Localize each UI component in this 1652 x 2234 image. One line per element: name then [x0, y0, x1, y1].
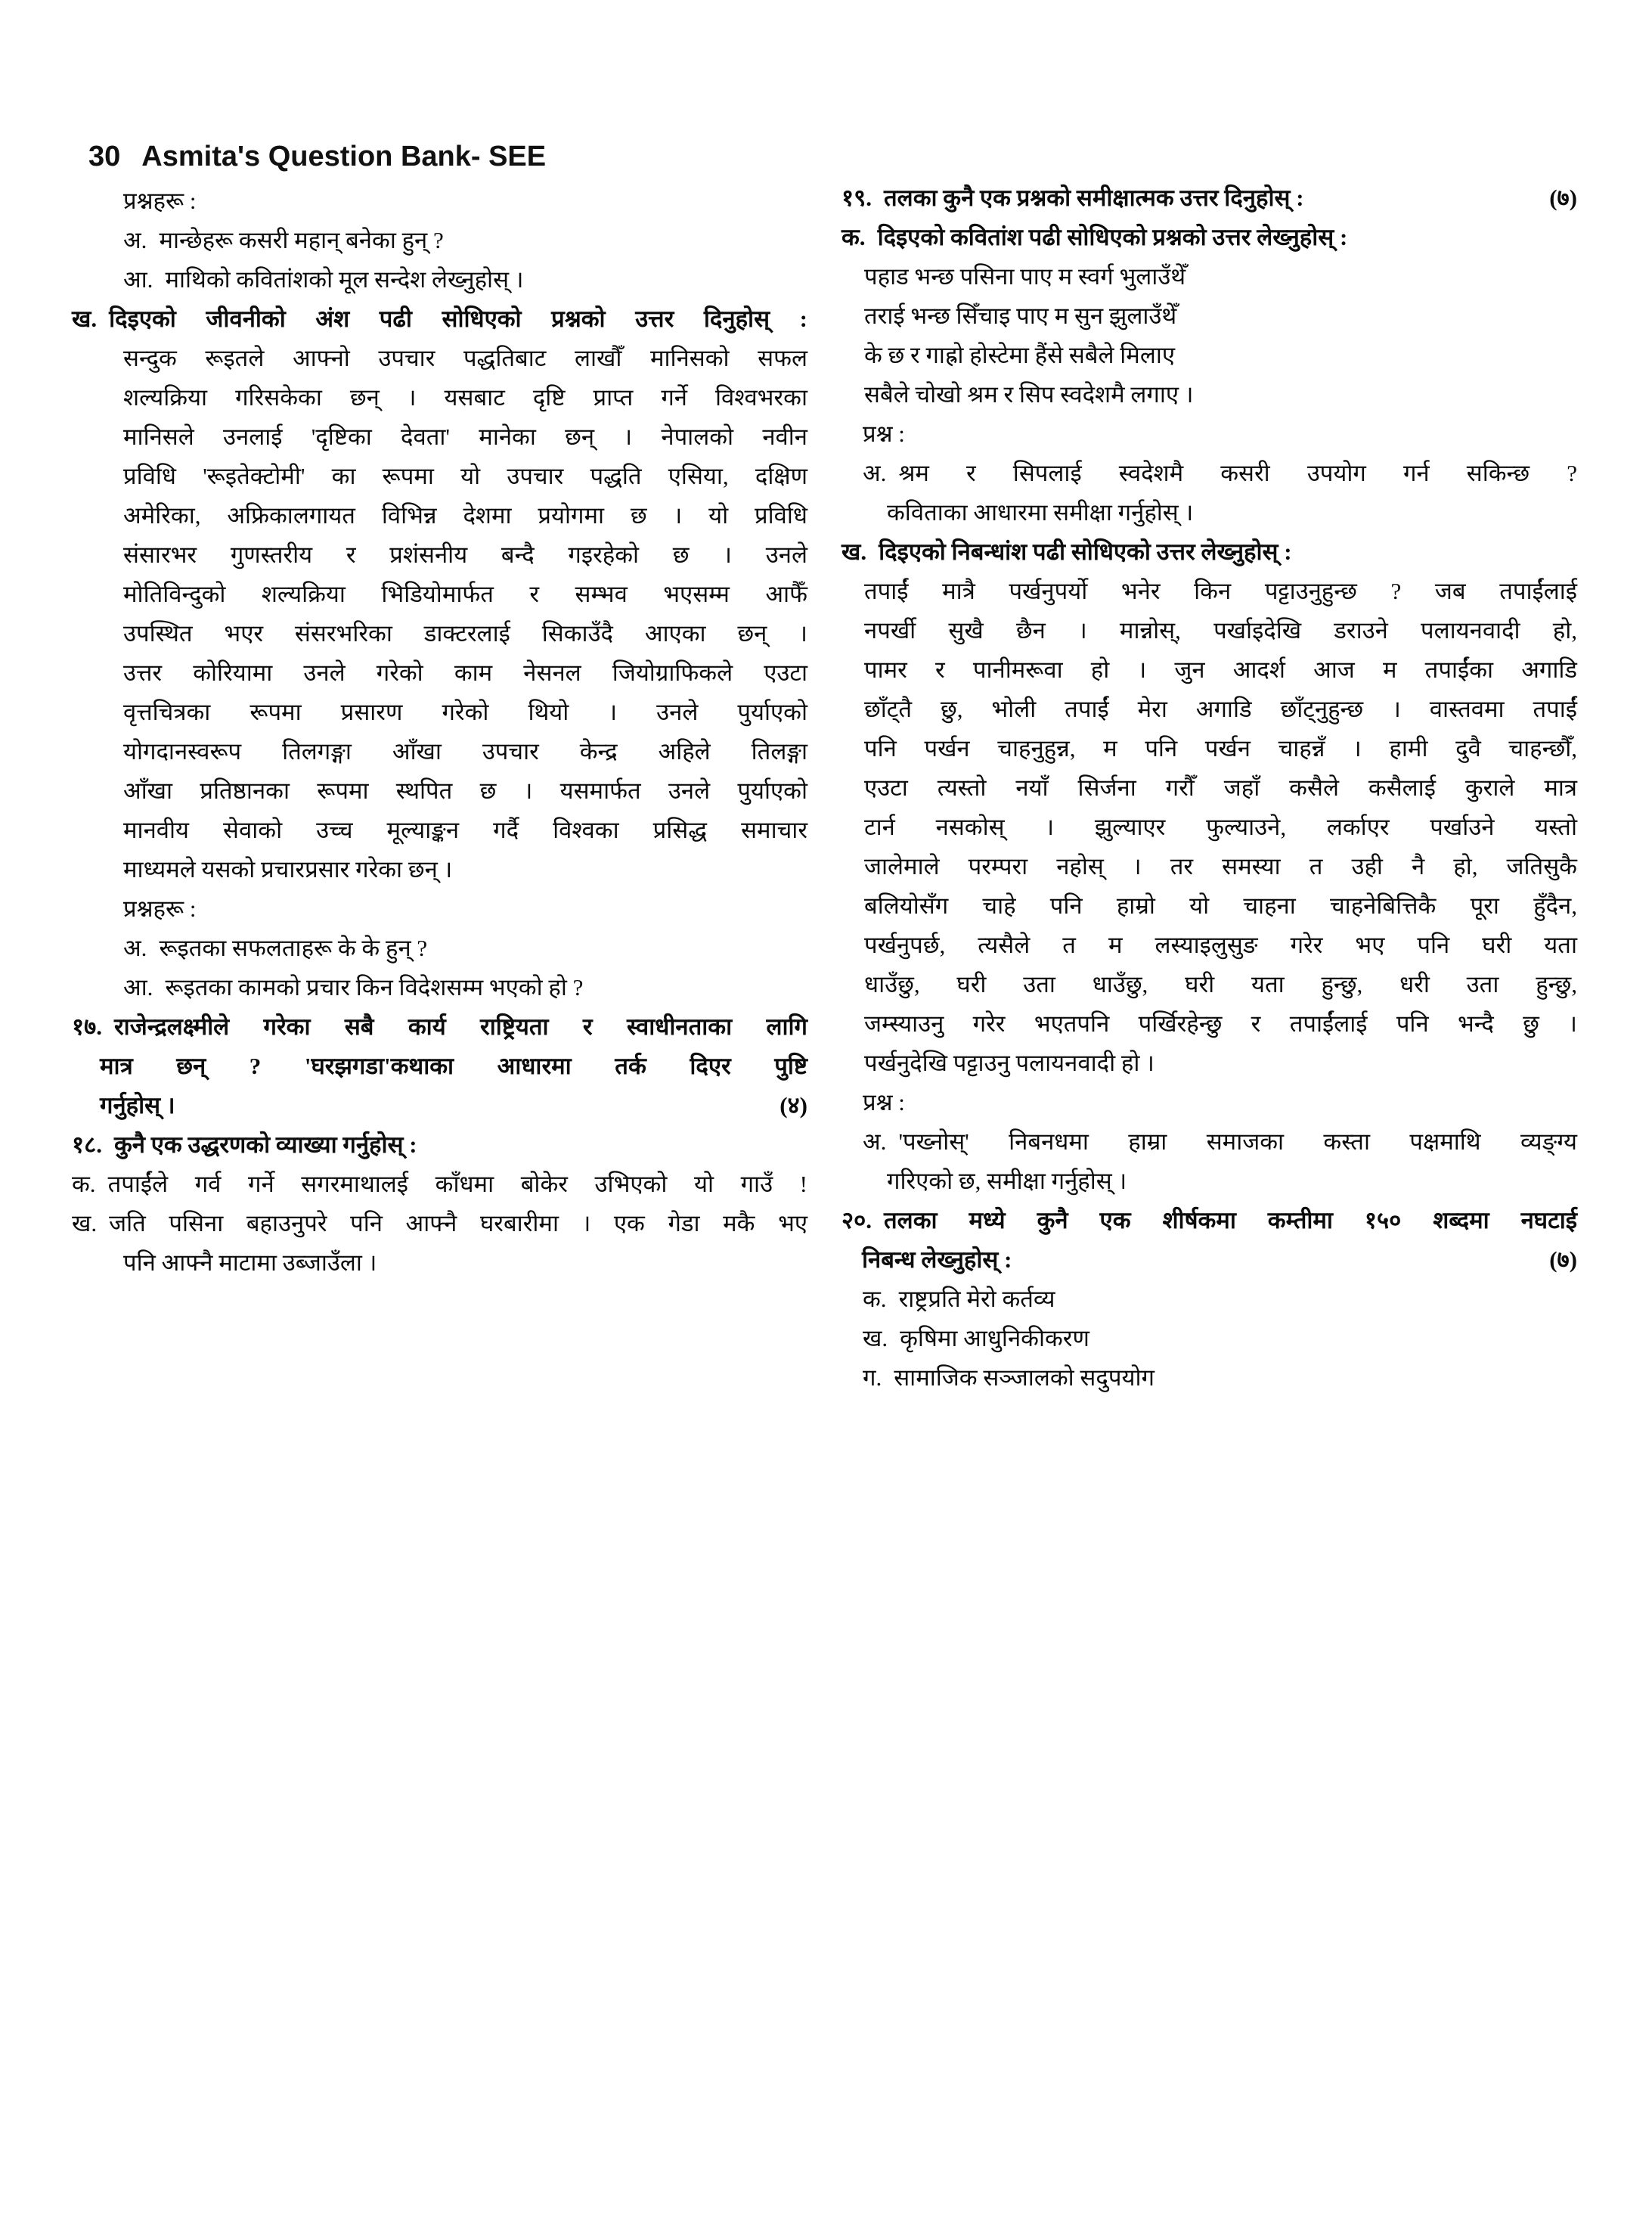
line-text: कविताका आधारमा समीक्षा गर्नुहोस् ।	[887, 499, 1194, 526]
line-text: तपाईं मात्रै पर्खनुपर्यो भनेर किन पट्टाउनुहुन्छ ? जब तपाईंलाई	[864, 578, 1577, 604]
text-line	[72, 1047, 807, 1086]
text-line	[72, 260, 807, 299]
item-label: क.	[841, 224, 866, 250]
line-text: के छ र गाह्रो होस्टेमा हैंसे सबैले मिलाए	[864, 342, 1176, 368]
line-text: सामाजिक सञ्जालको सदुपयोग	[894, 1364, 1155, 1391]
item-label: आ.	[123, 266, 153, 293]
line-text: योगदानस्वरूप तिलगङ्गा आँखा उपचार केन्द्र अहिले तिलङ्गा	[123, 738, 807, 765]
text-line	[841, 1083, 1577, 1122]
line-text: रूइतका सफलताहरू के के हुन् ?	[159, 935, 428, 961]
item-label: १८.	[72, 1131, 102, 1158]
line-text: मान्छेहरू कसरी महान् बनेका हुन् ?	[159, 227, 444, 253]
line-text: छाँट्तै छु, भोली तपाईं मेरा अगाडि छाँट्नुहुन्छ । वास्तवमा तपाईं	[864, 696, 1577, 722]
text-line	[72, 457, 807, 496]
text-line	[72, 339, 807, 378]
text-line	[72, 732, 807, 771]
text-line	[72, 771, 807, 811]
item-label: ग.	[863, 1364, 882, 1391]
text-line	[72, 1165, 807, 1204]
line-text: मोतिविन्दुको शल्यक्रिया भिडियोमार्फत र सम्भव भएसम्म आफैँ	[123, 581, 807, 607]
item-label: क.	[72, 1171, 96, 1197]
text-line	[841, 572, 1577, 611]
text-line	[72, 496, 807, 535]
line-text: उत्तर कोरियामा उनले गरेको काम नेसनल जियोग्राफिकले एउटा	[123, 659, 807, 686]
line-text: उपस्थित भएर संसरभरिका डाक्टरलाई सिकाउँदै आएका छन् ।	[123, 620, 807, 647]
text-line	[841, 690, 1577, 729]
text-line	[72, 811, 807, 850]
line-text: तपाईंले गर्व गर्ने सगरमाथालई काँधमा बोकेर उभिएको यो गाउँ !	[107, 1171, 807, 1197]
text-line	[841, 218, 1577, 257]
text-line	[72, 417, 807, 457]
text-line	[72, 929, 807, 968]
left-column	[72, 182, 807, 1283]
line-text: तलका कुनै एक प्रश्नको समीक्षात्मक उत्तर दिनुहोस् :	[884, 185, 1304, 211]
item-label: अ.	[123, 935, 147, 961]
line-text: टार्न नसकोस् । झुल्याएर फुल्याउने, लर्काएर पर्खाउने यस्तो	[864, 814, 1577, 840]
text-line	[841, 886, 1577, 926]
marks-allocation: (७)	[1549, 1246, 1577, 1273]
page-header	[88, 141, 546, 173]
item-label: ख.	[72, 306, 98, 332]
text-line	[72, 1243, 807, 1283]
item-label: १७.	[72, 1013, 102, 1040]
line-text: एउटा त्यस्तो नयाँ सिर्जना गरौँ जहाँ कसैले कसैलाई कुराले मात्र	[864, 774, 1578, 801]
text-line	[841, 1044, 1577, 1083]
text-line	[841, 296, 1577, 336]
item-label: अ.	[863, 460, 887, 486]
line-text: 'पख्नोस्' निबनधमा हाम्रा समाजका कस्ता पक्षमाथि व्यङ्ग्य	[898, 1128, 1577, 1155]
text-line	[72, 968, 807, 1007]
text-line	[72, 1007, 807, 1047]
text-line	[841, 257, 1577, 296]
line-text: पनि आफ्नै माटामा उब्जाउँला ।	[123, 1249, 377, 1276]
line-text: निबन्ध लेख्नुहोस् :	[862, 1246, 1012, 1273]
text-line	[72, 693, 807, 732]
text-line	[72, 1204, 807, 1243]
text-line	[72, 1086, 807, 1125]
item-label: क.	[863, 1286, 887, 1312]
line-text: तलका मध्ये कुनै एक शीर्षकमा कम्तीमा १५० शब्दमा नघटाई	[884, 1207, 1577, 1233]
line-text: माथिको कवितांशको मूल सन्देश लेख्नुहोस् ।	[165, 266, 524, 293]
line-text: मानिसले उनलाई 'दृष्टिका देवता' मानेका छन् । नेपालको नवीन	[123, 424, 807, 450]
line-text: कुनै एक उद्धरणको व्याख्या गर्नुहोस् :	[114, 1131, 417, 1158]
line-text: सबैले चोखो श्रम र सिप स्वदेशमै लगाए ।	[864, 381, 1194, 408]
item-label: आ.	[123, 974, 153, 1001]
line-text: श्रम र सिपलाई स्वदेशमै कसरी उपयोग गर्न सकिन्छ ?	[898, 460, 1577, 486]
line-text: सन्दुक रूइतले आफ्नो उपचार पद्धतिबाट लाखौँ मानिसको सफल	[123, 345, 807, 371]
text-line	[72, 221, 807, 260]
text-line	[841, 847, 1577, 886]
book-title: Asmita's Question Bank- SEE	[141, 141, 547, 172]
line-text: वृत्तचित्रका रूपमा प्रसारण गरेको थियो । उनले पुर्याएको	[123, 699, 807, 725]
item-label: ख.	[72, 1210, 98, 1236]
text-line	[841, 926, 1577, 965]
item-label: अ.	[123, 227, 147, 253]
text-line	[841, 1280, 1577, 1319]
line-text: पर्खनुदेखि पट्टाउनु पलायनवादी हो ।	[864, 1050, 1155, 1076]
line-text: रूइतका कामको प्रचार किन विदेशसम्म भएको हो ?	[165, 974, 584, 1001]
line-text: धाउँछु, घरी उता धाउँछु, घरी यता हुन्छु, धरी उता हुन्छु,	[864, 971, 1577, 998]
text-line	[841, 532, 1577, 572]
marks-allocation: (४)	[780, 1092, 807, 1119]
line-text: मानवीय सेवाको उच्च मूल्याङ्कन गर्दै विश्वका प्रसिद्ध समाचार	[123, 817, 807, 843]
text-line	[841, 611, 1577, 650]
text-line	[72, 182, 807, 221]
line-text: प्रश्न :	[863, 1089, 905, 1115]
line-text: मात्र छन् ? 'घरझगडा'कथाका आधारमा तर्क दिएर पुष्टि	[100, 1053, 807, 1079]
item-label: अ.	[863, 1128, 887, 1155]
text-line	[841, 729, 1577, 768]
line-text: राष्ट्रप्रति मेरो कर्तव्य	[898, 1286, 1055, 1312]
text-line	[72, 889, 807, 929]
line-text: पामर र पानीमरूवा हो । जुन आदर्श आज म तपाईंका अगाडि	[864, 656, 1577, 683]
line-text: आँखा प्रतिष्ठानका रूपमा स्थपित छ । यसमार्फत उनले पुर्याएको	[123, 777, 807, 804]
text-line	[72, 299, 807, 339]
line-text: राजेन्द्रलक्ष्मीले गरेका सबै कार्य राष्ट्रियता र स्वाधीनताका लागि	[114, 1013, 807, 1040]
line-text: प्रश्नहरू :	[123, 895, 197, 922]
text-line	[841, 768, 1577, 808]
text-line	[841, 1240, 1577, 1280]
text-line	[841, 1358, 1577, 1398]
line-text: गरिएको छ, समीक्षा गर्नुहोस् ।	[887, 1168, 1127, 1194]
line-text: बलियोसँग चाहे पनि हाम्रो यो चाहना चाहनेबित्तिकै पूरा हुँदैन,	[864, 892, 1577, 919]
text-line	[841, 178, 1577, 218]
text-line	[841, 1319, 1577, 1358]
line-text: तराई भन्छ सिँचाइ पाए म सुन झुलाउँथेँ	[864, 303, 1177, 329]
line-text: पर्खनुपर्छ, त्यसैले त म लस्याइलुसुङ गरेर भए पनि घरी यता	[864, 932, 1577, 958]
item-label: ख.	[841, 538, 867, 565]
line-text: प्रविधि 'रूइतेक्टोमी' का रूपमा यो उपचार पद्धति एसिया, दक्षिण	[123, 463, 807, 489]
text-line	[841, 336, 1577, 375]
text-line	[72, 575, 807, 614]
line-text: संसारभर गुणस्तरीय र प्रशंसनीय बन्दै गइरहेको छ । उनले	[123, 541, 807, 568]
line-text: दिइएको कवितांश पढी सोधिएको प्रश्नको उत्तर लेख्नुहोस् :	[877, 224, 1348, 250]
item-label: २०.	[841, 1207, 872, 1233]
right-column	[841, 178, 1577, 1398]
text-line	[841, 1004, 1577, 1044]
line-text: नपर्खी सुखै छैन । मान्नोस्, पर्खाइदेखि डराउने पलायनवादी हो,	[864, 617, 1577, 644]
text-line	[841, 650, 1577, 690]
line-text: प्रश्नहरू :	[123, 188, 197, 214]
item-label: ख.	[863, 1325, 888, 1351]
page-number: 30	[88, 141, 121, 172]
text-line	[841, 1122, 1577, 1162]
text-line	[72, 850, 807, 889]
text-line	[841, 965, 1577, 1004]
text-line	[72, 535, 807, 575]
line-text: अमेरिका, अफ्रिकालगायत विभिन्न देशमा प्रयोगमा छ । यो प्रविधि	[123, 502, 807, 529]
line-text: माध्यमले यसको प्रचारप्रसार गरेका छन् ।	[123, 856, 453, 883]
line-text: जम्स्याउनु गरेर भएतपनि पर्खिरहेन्छु र तपाईंलाई पनि भन्दै छु ।	[864, 1010, 1577, 1037]
line-text: दिइएको जीवनीको अंश पढी सोधिएको प्रश्नको उत्तर दिनुहोस् :	[109, 306, 807, 332]
line-text: पहाड भन्छ पसिना पाए म स्वर्ग भुलाउँथेँ	[864, 263, 1186, 290]
marks-allocation: (७)	[1549, 185, 1577, 211]
text-line	[72, 378, 807, 417]
line-text: दिइएको निबन्धांश पढी सोधिएको उत्तर लेख्नुहोस् :	[879, 538, 1292, 565]
text-line	[841, 808, 1577, 847]
line-text: प्रश्न :	[863, 420, 905, 447]
text-line	[72, 653, 807, 693]
text-line	[841, 493, 1577, 532]
text-line	[841, 375, 1577, 414]
item-label: १९.	[841, 185, 872, 211]
text-line	[841, 1201, 1577, 1240]
line-text: गर्नुहोस् ।	[100, 1092, 175, 1119]
line-text: कृषिमा आधुनिकीकरण	[900, 1325, 1089, 1351]
text-line	[841, 414, 1577, 454]
text-line	[72, 614, 807, 653]
text-line	[72, 1125, 807, 1165]
line-text: पनि पर्खन चाहनुहुन्न, म पनि पर्खन चाहन्नँ । हामी दुवै चाहन्छौँ,	[864, 735, 1577, 762]
text-line	[841, 454, 1577, 493]
line-text: जालेमाले परम्परा नहोस् । तर समस्या त उही नै हो, जतिसुकै	[864, 853, 1577, 880]
text-line	[841, 1162, 1577, 1201]
line-text: जति पसिना बहाउनुपरे पनि आफ्नै घरबारीमा । एक गेडा मकै भए	[109, 1210, 807, 1236]
line-text: शल्यक्रिया गरिसकेका छन् । यसबाट दृष्टि प्राप्त गर्ने विश्वभरका	[123, 384, 807, 411]
